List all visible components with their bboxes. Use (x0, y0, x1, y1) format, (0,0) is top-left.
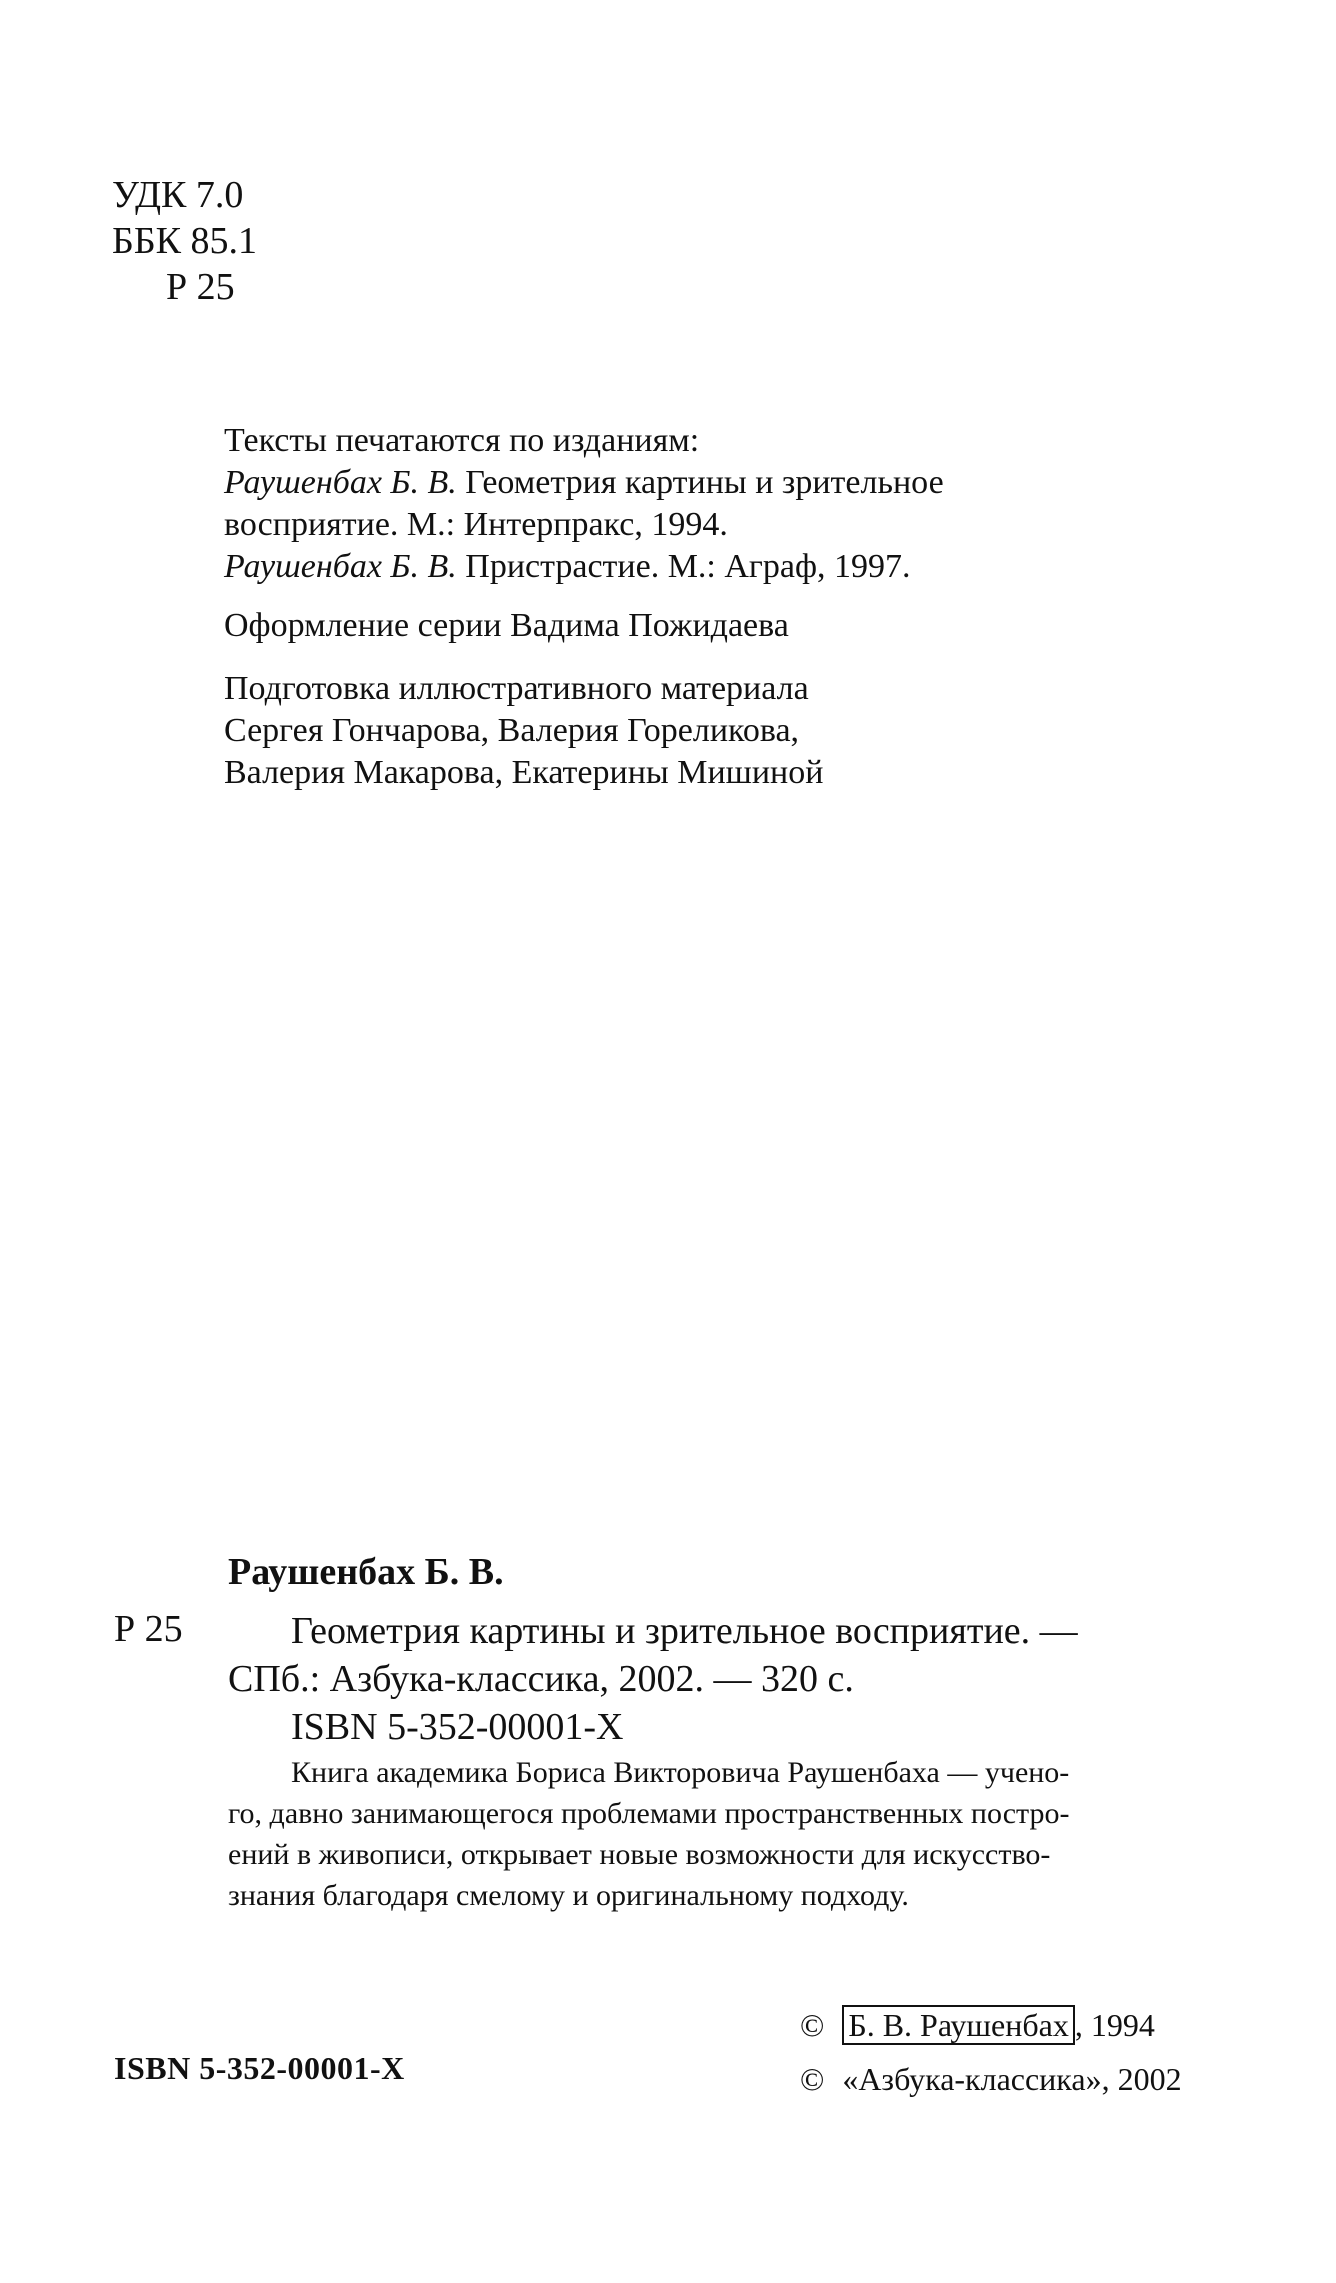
source-1-author: Раушенбах Б. В. (224, 464, 457, 501)
source-editions (224, 420, 944, 588)
annotation-line: го, давно занимающегося проблемами пространственных постро- (228, 1797, 1070, 1830)
annotation-line: ений в живописи, открывает новые возможности для искусство- (228, 1838, 1051, 1871)
source-1-title: Геометрия картины и зрительное (456, 464, 944, 501)
source-entry-1-cont: восприятие. М.: Интерпракс, 1994. (224, 506, 728, 543)
catalog-publisher: СПб.: Азбука-классика, 2002. — 320 с. (228, 1658, 854, 1700)
classification-codes (112, 172, 257, 310)
catalog-isbn: ISBN 5-352-00001-X (291, 1706, 624, 1748)
catalog-code: Р 25 (114, 1608, 183, 1650)
catalog-bibliographic (228, 1607, 1078, 1751)
isbn-bottom: ISBN 5-352-00001-X (114, 2050, 405, 2086)
copyright-symbol: © (800, 2061, 825, 2097)
annotation-line: знания благодаря смелому и оригинальному подходу. (228, 1879, 909, 1912)
source-2-author: Раушенбах Б. В. (224, 548, 457, 585)
illustration-credits (224, 668, 823, 794)
copyright-author (800, 1998, 1182, 2052)
annotation (228, 1752, 1220, 1916)
udk-code: УДК 7.0 (112, 174, 244, 216)
catalog-title: Геометрия картины и зрительное восприятие. — (291, 1610, 1078, 1652)
illustration-line-1: Подготовка иллюстративного материала (224, 670, 809, 707)
source-entry-1 (224, 462, 944, 504)
design-credit: Оформление серии Вадима Пожидаева (224, 607, 789, 644)
copyright-author-name: Б. В. Раушенбах (842, 2005, 1075, 2045)
copyright-author-year: , 1994 (1074, 2007, 1155, 2043)
author-sign: Р 25 (166, 266, 235, 308)
copyright-symbol: © (800, 2007, 825, 2043)
bbk-code: ББК 85.1 (112, 220, 257, 262)
source-2-title: Пристрастие. М.: Аграф, 1997. (456, 548, 911, 585)
sources-intro: Тексты печатаются по изданиям: (224, 422, 700, 459)
illustration-line-3: Валерия Макарова, Екатерины Мишиной (224, 754, 824, 791)
source-entry-2 (224, 546, 944, 588)
illustration-line-2: Сергея Гончарова, Валерия Гореликова, (224, 712, 800, 749)
copyright-publisher (800, 2052, 1182, 2106)
copyright-block (800, 1998, 1182, 2106)
annotation-line: Книга академика Бориса Викторовича Раушенбаха — учено- (291, 1756, 1070, 1789)
catalog-author: Раушенбах Б. В. (228, 1551, 504, 1593)
copyright-publisher-text: «Азбука-классика», 2002 (842, 2061, 1182, 2097)
